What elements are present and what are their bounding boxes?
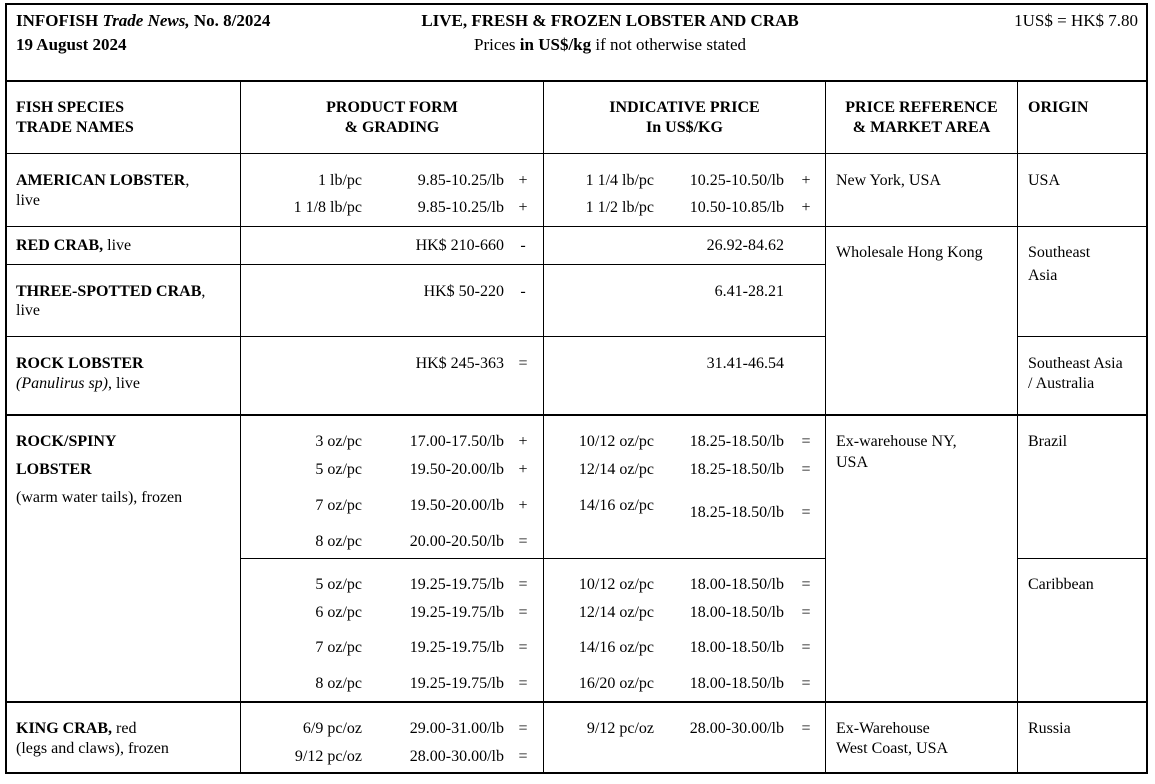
origin-se-asia-australia-1: Southeast Asia — [1028, 355, 1123, 372]
price: 19.50-20.00/lb — [409, 461, 504, 478]
rule-brazil-bottom-2 — [1017, 558, 1148, 559]
price: HK$ 245-363 — [415, 355, 504, 372]
market-ex-warehouse-west-coast-1: Ex-Warehouse — [836, 720, 930, 737]
trend: + — [518, 461, 528, 478]
grade: 10/12 oz/pc — [578, 576, 654, 593]
col-header-price-2: In US$/KG — [646, 119, 723, 136]
price: 18.25-18.50/lb — [689, 461, 784, 478]
col-header-product-1: PRODUCT FORM — [326, 99, 458, 116]
grade: 5 oz/pc — [315, 576, 362, 593]
page-title: LIVE, FRESH & FROZEN LOBSTER AND CRAB — [421, 11, 799, 30]
rule-threespotted-bottom — [5, 336, 825, 337]
usd-price: 6.41-28.21 — [714, 283, 784, 300]
col-rule-3 — [825, 80, 826, 774]
grade: 10/12 oz/pc — [578, 433, 654, 450]
price: 18.25-18.50/lb — [689, 433, 784, 450]
origin-russia: Russia — [1028, 720, 1071, 737]
species-king-crab: KING CRAB, red — [16, 720, 137, 737]
trend: = — [801, 576, 811, 593]
market-ex-warehouse-ny-2: USA — [836, 454, 869, 471]
grade: 1 lb/pc — [318, 172, 362, 189]
grade: 1 1/4 lb/pc — [585, 172, 654, 189]
price: 20.00-20.50/lb — [409, 533, 504, 550]
col-header-species-1: FISH SPECIES — [16, 99, 125, 116]
trend: = — [801, 504, 811, 521]
grade: 12/14 oz/pc — [578, 604, 654, 621]
price: 19.25-19.75/lb — [409, 639, 504, 656]
rule-rocklobster-bottom — [5, 414, 1148, 416]
usd-price: 31.41-46.54 — [706, 355, 784, 372]
grade: 5 oz/pc — [315, 461, 362, 478]
market-hong-kong: Wholesale Hong Kong — [836, 244, 983, 261]
market-ex-warehouse-ny-1: Ex-warehouse NY, — [836, 433, 957, 450]
grade: 7 oz/pc — [315, 497, 362, 514]
origin-southeast-asia-2: Asia — [1028, 267, 1058, 284]
grade: 16/20 oz/pc — [578, 675, 654, 692]
species-rock-lobster-latin: (Panulirus sp), live — [16, 375, 140, 392]
trend: = — [518, 748, 528, 765]
issue-date: 19 August 2024 — [16, 35, 127, 54]
species-three-spotted-form: live — [16, 302, 40, 319]
grade: 7 oz/pc — [315, 639, 362, 656]
usd-price: 26.92-84.62 — [706, 237, 784, 254]
species-rock-lobster: ROCK LOBSTER — [16, 355, 144, 372]
grade: 1 1/2 lb/pc — [585, 199, 654, 216]
grade: 9/12 pc/oz — [294, 748, 362, 765]
trend: + — [801, 172, 811, 189]
trend: + — [518, 172, 528, 189]
price: 19.25-19.75/lb — [409, 604, 504, 621]
grade: 8 oz/pc — [315, 533, 362, 550]
trend: = — [801, 604, 811, 621]
species-american-lobster: AMERICAN LOBSTER, — [16, 172, 190, 189]
trend: = — [518, 576, 528, 593]
trend: = — [518, 604, 528, 621]
origin-se-asia-australia-2: / Australia — [1028, 375, 1095, 392]
species-rock-spiny-1: ROCK/SPINY — [16, 433, 117, 450]
origin-caribbean: Caribbean — [1028, 576, 1094, 593]
price: 10.25-10.50/lb — [689, 172, 784, 189]
species-king-crab-form: (legs and claws), frozen — [16, 740, 169, 757]
grade: 3 oz/pc — [315, 433, 362, 450]
species-rock-spiny-3: (warm water tails), frozen — [16, 489, 183, 506]
rule-american-bottom — [5, 226, 1148, 227]
trend: - — [520, 283, 526, 300]
price: 28.00-30.00/lb — [409, 748, 504, 765]
species-rock-spiny-2: LOBSTER — [16, 461, 92, 478]
price: 18.00-18.50/lb — [689, 639, 784, 656]
col-header-species-2: TRADE NAMES — [16, 119, 134, 136]
origin-brazil: Brazil — [1028, 433, 1068, 450]
grade: 14/16 oz/pc — [578, 639, 654, 656]
price: 18.00-18.50/lb — [689, 576, 784, 593]
col-header-origin: ORIGIN — [1028, 99, 1089, 116]
trend: + — [518, 199, 528, 216]
col-header-ref-1: PRICE REFERENCE — [845, 99, 998, 116]
price: 19.25-19.75/lb — [409, 675, 504, 692]
price: HK$ 50-220 — [423, 283, 504, 300]
trend: = — [518, 639, 528, 656]
price: 9.85-10.25/lb — [417, 172, 504, 189]
trend: = — [801, 461, 811, 478]
origin-usa: USA — [1028, 172, 1061, 189]
col-rule-4 — [1017, 80, 1018, 774]
grade: 6 oz/pc — [315, 604, 362, 621]
price: 29.00-31.00/lb — [409, 720, 504, 737]
trend: = — [518, 355, 528, 372]
trend: = — [801, 675, 811, 692]
trend: = — [801, 639, 811, 656]
trend: + — [518, 497, 528, 514]
grade: 8 oz/pc — [315, 675, 362, 692]
price: 18.00-18.50/lb — [689, 604, 784, 621]
price: 18.00-18.50/lb — [689, 675, 784, 692]
price: 19.50-20.00/lb — [409, 497, 504, 514]
trend: = — [518, 720, 528, 737]
price: 18.25-18.50/lb — [689, 504, 784, 521]
trend: = — [801, 720, 811, 737]
price: 17.00-17.50/lb — [409, 433, 504, 450]
price: 19.25-19.75/lb — [409, 576, 504, 593]
col-header-ref-2: & MARKET AREA — [852, 119, 991, 136]
price: HK$ 210-660 — [415, 237, 504, 254]
grade: 9/12 pc/oz — [586, 720, 654, 737]
exchange-rate: 1US$ = HK$ 7.80 — [1014, 11, 1138, 30]
rule-spiny-bottom — [5, 701, 1148, 703]
trend: + — [518, 433, 528, 450]
rule-colheader-bottom — [5, 153, 1148, 154]
grade: 14/16 oz/pc — [578, 497, 654, 514]
origin-southeast-asia-1: Southeast — [1028, 244, 1091, 261]
species-red-crab: RED CRAB, live — [16, 237, 132, 254]
price: 28.00-30.00/lb — [689, 720, 784, 737]
col-header-price-1: INDICATIVE PRICE — [609, 99, 760, 116]
trend: = — [518, 675, 528, 692]
page-subtitle: Prices in US$/kg if not otherwise stated — [474, 35, 746, 54]
rule-header-bottom — [5, 80, 1148, 82]
species-american-lobster-form: live — [16, 192, 40, 209]
trend: = — [801, 433, 811, 450]
grade: 12/14 oz/pc — [578, 461, 654, 478]
trend: = — [518, 533, 528, 550]
publication: INFOFISH Trade News, No. 8/2024 — [16, 11, 271, 30]
grade: 6/9 pc/oz — [302, 720, 362, 737]
price: 10.50-10.85/lb — [689, 199, 784, 216]
col-header-product-2: & GRADING — [344, 119, 440, 136]
rule-brazil-bottom-1 — [240, 558, 825, 559]
trend: + — [801, 199, 811, 216]
market-new-york: New York, USA — [836, 172, 941, 189]
price: 9.85-10.25/lb — [417, 199, 504, 216]
rule-se-asia-bottom — [1017, 336, 1148, 337]
trend: - — [520, 237, 526, 254]
rule-redcrab-bottom — [5, 264, 825, 265]
grade: 1 1/8 lb/pc — [293, 199, 362, 216]
market-ex-warehouse-west-coast-2: West Coast, USA — [836, 740, 949, 757]
species-three-spotted-crab: THREE-SPOTTED CRAB, — [16, 283, 206, 300]
